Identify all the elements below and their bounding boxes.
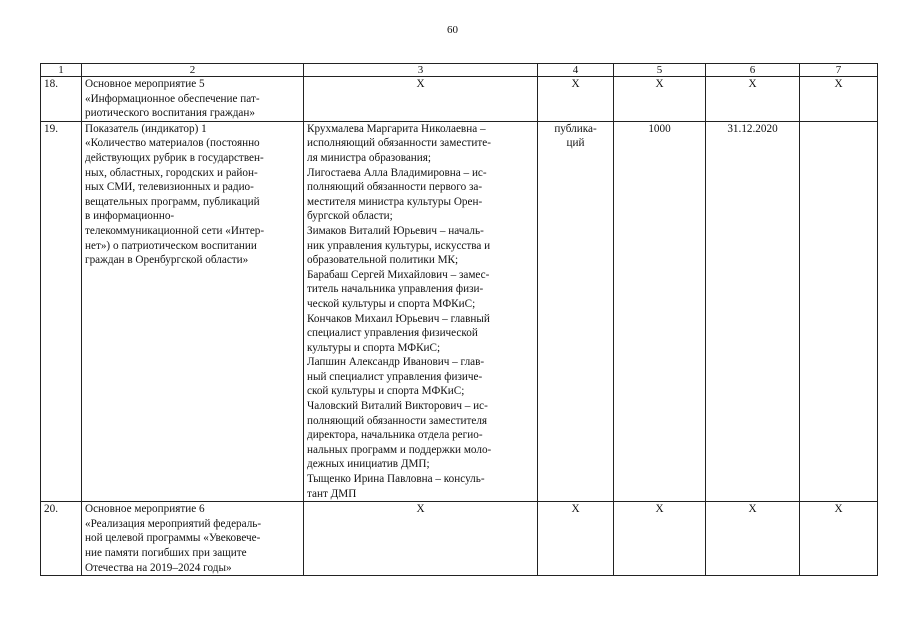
value-cell: 1000 bbox=[614, 121, 706, 501]
col5-cell: X bbox=[614, 77, 706, 122]
header-cell-5: 5 bbox=[614, 64, 706, 77]
responsible-cell: X bbox=[304, 502, 538, 576]
measure-name: Основное мероприятие 5 «Информационное обеспечение пат- риотического воспитания граждан» bbox=[82, 77, 304, 122]
responsible-persons: Крухмалева Маргарита Николаевна – исполняющий обязанности заместите- ля министра образования; Лигостаева Алла Владимировна – ис- полняющий обязанности первого за- местителя министра культуры Орен- бургской области; Зимаков Виталий Юрьевич – началь- ник управления культуры, искусства и образовательной политики МК; Барабаш Сергей Михайлович – замес- титель начальника управления физи- ческой культуры и спорта МФКиС; Кончаков Михаил Юрьевич – главный специалист управления физической культуры и спорта МФКиС; Лапшин Александр Иванович – глав- ный специалист управления физиче- ской культуры и спорта МФКиС; Чаловский Виталий Викторович – ис- полняющий обязанности заместителя директора, начальника отдела регио- нальных программ и поддержки моло- дежных инициатив ДМП; Тыщенко Ирина Павловна – консуль- тант ДМП bbox=[304, 121, 538, 501]
col4-cell: X bbox=[538, 77, 614, 122]
indicator-name: Показатель (индикатор) 1 «Количество материалов (постоянно действующих рубрик в государствен- ных, областных, городских и район- ных СМИ, телевизионных и радио- вещательных программ, публикаций в информационно- телекоммуникационной сети «Интер- нет») о патриотическом воспитании граждан в Оренбургской области» bbox=[82, 121, 304, 501]
header-cell-6: 6 bbox=[706, 64, 800, 77]
col6-cell: X bbox=[706, 502, 800, 576]
row-number: 18. bbox=[41, 77, 82, 122]
measure-name: Основное мероприятие 6 «Реализация мероприятий федераль- ной целевой программы «Увековече- ние памяти погибших при защите Отечества на 2019–2024 годы» bbox=[82, 502, 304, 576]
table-row bbox=[41, 77, 878, 122]
row-number: 20. bbox=[41, 502, 82, 576]
date-cell: 31.12.2020 bbox=[706, 121, 800, 501]
header-cell-7: 7 bbox=[800, 64, 878, 77]
header-cell-1: 1 bbox=[41, 64, 82, 77]
header-cell-2: 2 bbox=[82, 64, 304, 77]
row-number: 19. bbox=[41, 121, 82, 501]
header-cell-4: 4 bbox=[538, 64, 614, 77]
page-number: 60 bbox=[447, 24, 458, 36]
header-cell-3: 3 bbox=[304, 64, 538, 77]
table-row bbox=[41, 121, 878, 501]
col7-cell: X bbox=[800, 502, 878, 576]
table-row bbox=[41, 502, 878, 576]
responsible-cell: X bbox=[304, 77, 538, 122]
program-table bbox=[40, 63, 878, 576]
col6-cell: X bbox=[706, 77, 800, 122]
column-number-header bbox=[41, 64, 878, 77]
col7-cell: X bbox=[800, 77, 878, 122]
unit-cell: публика- ций bbox=[538, 121, 614, 501]
col5-cell: X bbox=[614, 502, 706, 576]
col4-cell: X bbox=[538, 502, 614, 576]
col7-cell bbox=[800, 121, 878, 501]
